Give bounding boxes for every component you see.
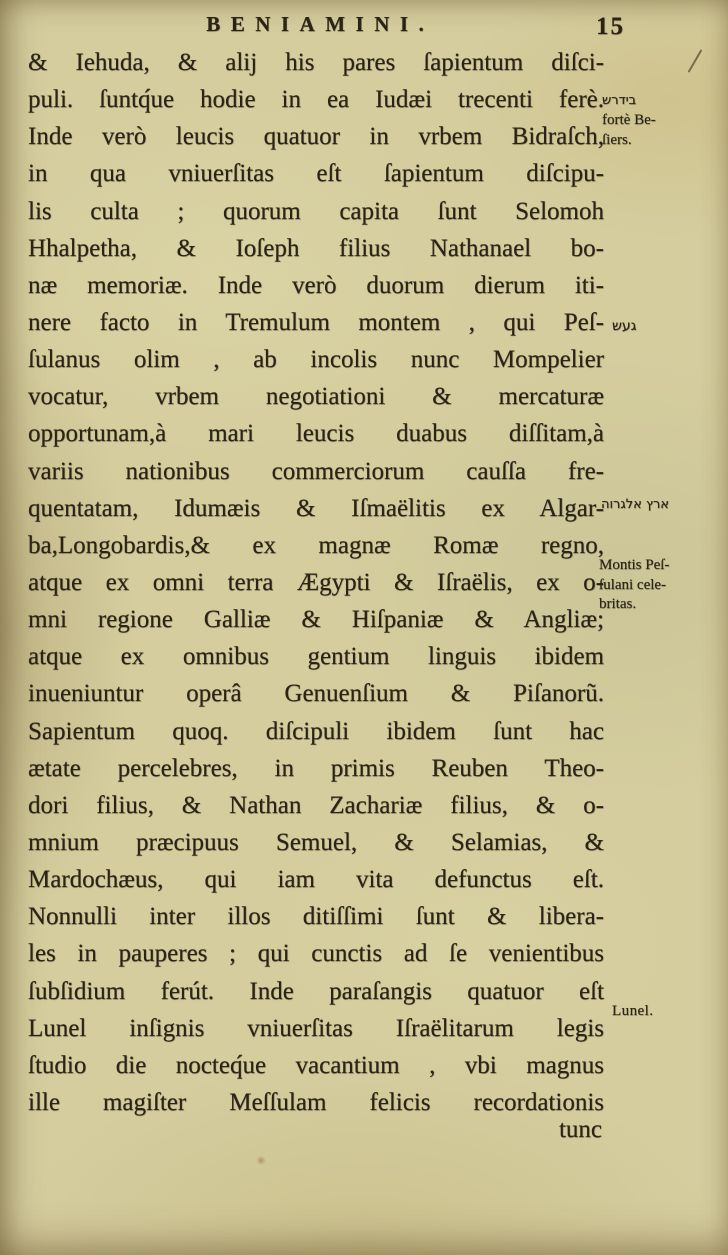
margin-note-montis-pessulani — [599, 556, 726, 615]
margin-note-lunel — [612, 1001, 722, 1021]
text-line: Inde verò leucis quatuor in vrbem Bidraſch, — [28, 123, 604, 151]
text-line: in qua vniuerſitas eſt ſapientum diſcipu- — [28, 160, 604, 188]
text-line: Sapientum quoq. diſcipuli ibidem ſunt hac — [28, 717, 604, 745]
text-line: Nonnulli inter illos ditiſſimi ſunt & libera- — [28, 903, 604, 931]
margin-hebrew-gaash: געש — [612, 318, 637, 334]
text-line: mni regione Galliæ & Hiſpaniæ & Angliæ; — [28, 606, 604, 634]
text-line: ſulanus olim , ab incolis nunc Mompelier — [28, 346, 604, 374]
text-line: Lunel inſignis vniuerſitas Iſraëlitarum legis — [28, 1014, 604, 1042]
margin-montis-line2: ſulani cele- — [599, 576, 667, 593]
text-line: ille magiſter Meſſulam felicis recordationis — [28, 1088, 604, 1116]
running-header — [28, 12, 602, 37]
text-line: atque ex omnibus gentium linguis ibidem — [28, 643, 604, 671]
text-line: ba,Longobardis,& ex magnæ Romæ regno, — [28, 531, 604, 559]
margin-hebrew-bidrasch: בידרש — [602, 93, 637, 108]
text-line: vocatur, vrbem negotiationi & mercaturæ — [28, 383, 604, 411]
margin-montis-line3: britas. — [599, 596, 637, 612]
margin-note-bidrasch — [602, 92, 726, 150]
margin-note-algarba — [601, 495, 716, 515]
margin-hebrew-algarba: ארץ אלגרוה — [601, 497, 669, 512]
margin-latin-bidrasch-line2: ſiers. — [602, 132, 632, 148]
text-line: les in pauperes ; qui cunctis ad ſe venientibus — [28, 940, 604, 968]
margin-lunel-label: Lunel. — [612, 1003, 654, 1019]
text-body — [28, 44, 604, 1121]
text-line: atque ex omni terra Ægypti & Iſraëlis, ex o- — [28, 568, 604, 596]
text-line: lis culta ; quorum capita ſunt Selomoh — [28, 197, 604, 225]
text-line: Mardochæus, qui iam vita defunctus eſt. — [28, 866, 604, 894]
text-line: variis nationibus commerciorum cauſſa fre- — [28, 457, 604, 485]
scan-artifact-stain — [256, 1156, 266, 1165]
margin-note-gaash — [612, 316, 722, 336]
scan-artifact-slash — [688, 49, 703, 73]
text-line: dori filius, & Nathan Zachariæ filius, & o- — [28, 791, 604, 819]
page-title: BENIAMINI. — [206, 12, 435, 36]
text-line: ſtudio die nocteq́ue vacantium , vbi magnus — [28, 1051, 604, 1079]
margin-montis-line1: Montis Peſ- — [599, 557, 670, 573]
text-line: quentatam, Idumæis & Iſmaëlitis ex Algar- — [28, 494, 604, 522]
margin-latin-bidrasch-line1: fortè Be- — [602, 112, 656, 128]
text-line: puli. ſuntq́ue hodie in ea Iudæi trecenti ferè. — [28, 86, 604, 114]
text-line: ætate percelebres, in primis Reuben Theo- — [28, 754, 604, 782]
text-line: opportunam,à mari leucis duabus diſſitam,à — [28, 420, 604, 448]
catchword: tunc — [558, 1116, 602, 1143]
text-line: inueniuntur operâ Genuenſium & Piſanorũ. — [28, 680, 604, 708]
text-line: mnium præcipuus Semuel, & Selamias, & — [28, 828, 604, 856]
text-line: & Iehuda, & alij his pares ſapientum diſci- — [28, 49, 604, 76]
text-line: Hhalpetha, & Ioſeph filius Nathanael bo- — [28, 234, 604, 262]
text-line: ſubſidium ferút. Inde paraſangis quatuor eſt — [28, 977, 604, 1005]
page-number: 15 — [596, 13, 625, 40]
text-line: næ memoriæ. Inde verò duorum dierum iti- — [28, 271, 604, 299]
text-line: nere facto in Tremulum montem , qui Peſ- — [28, 308, 604, 336]
